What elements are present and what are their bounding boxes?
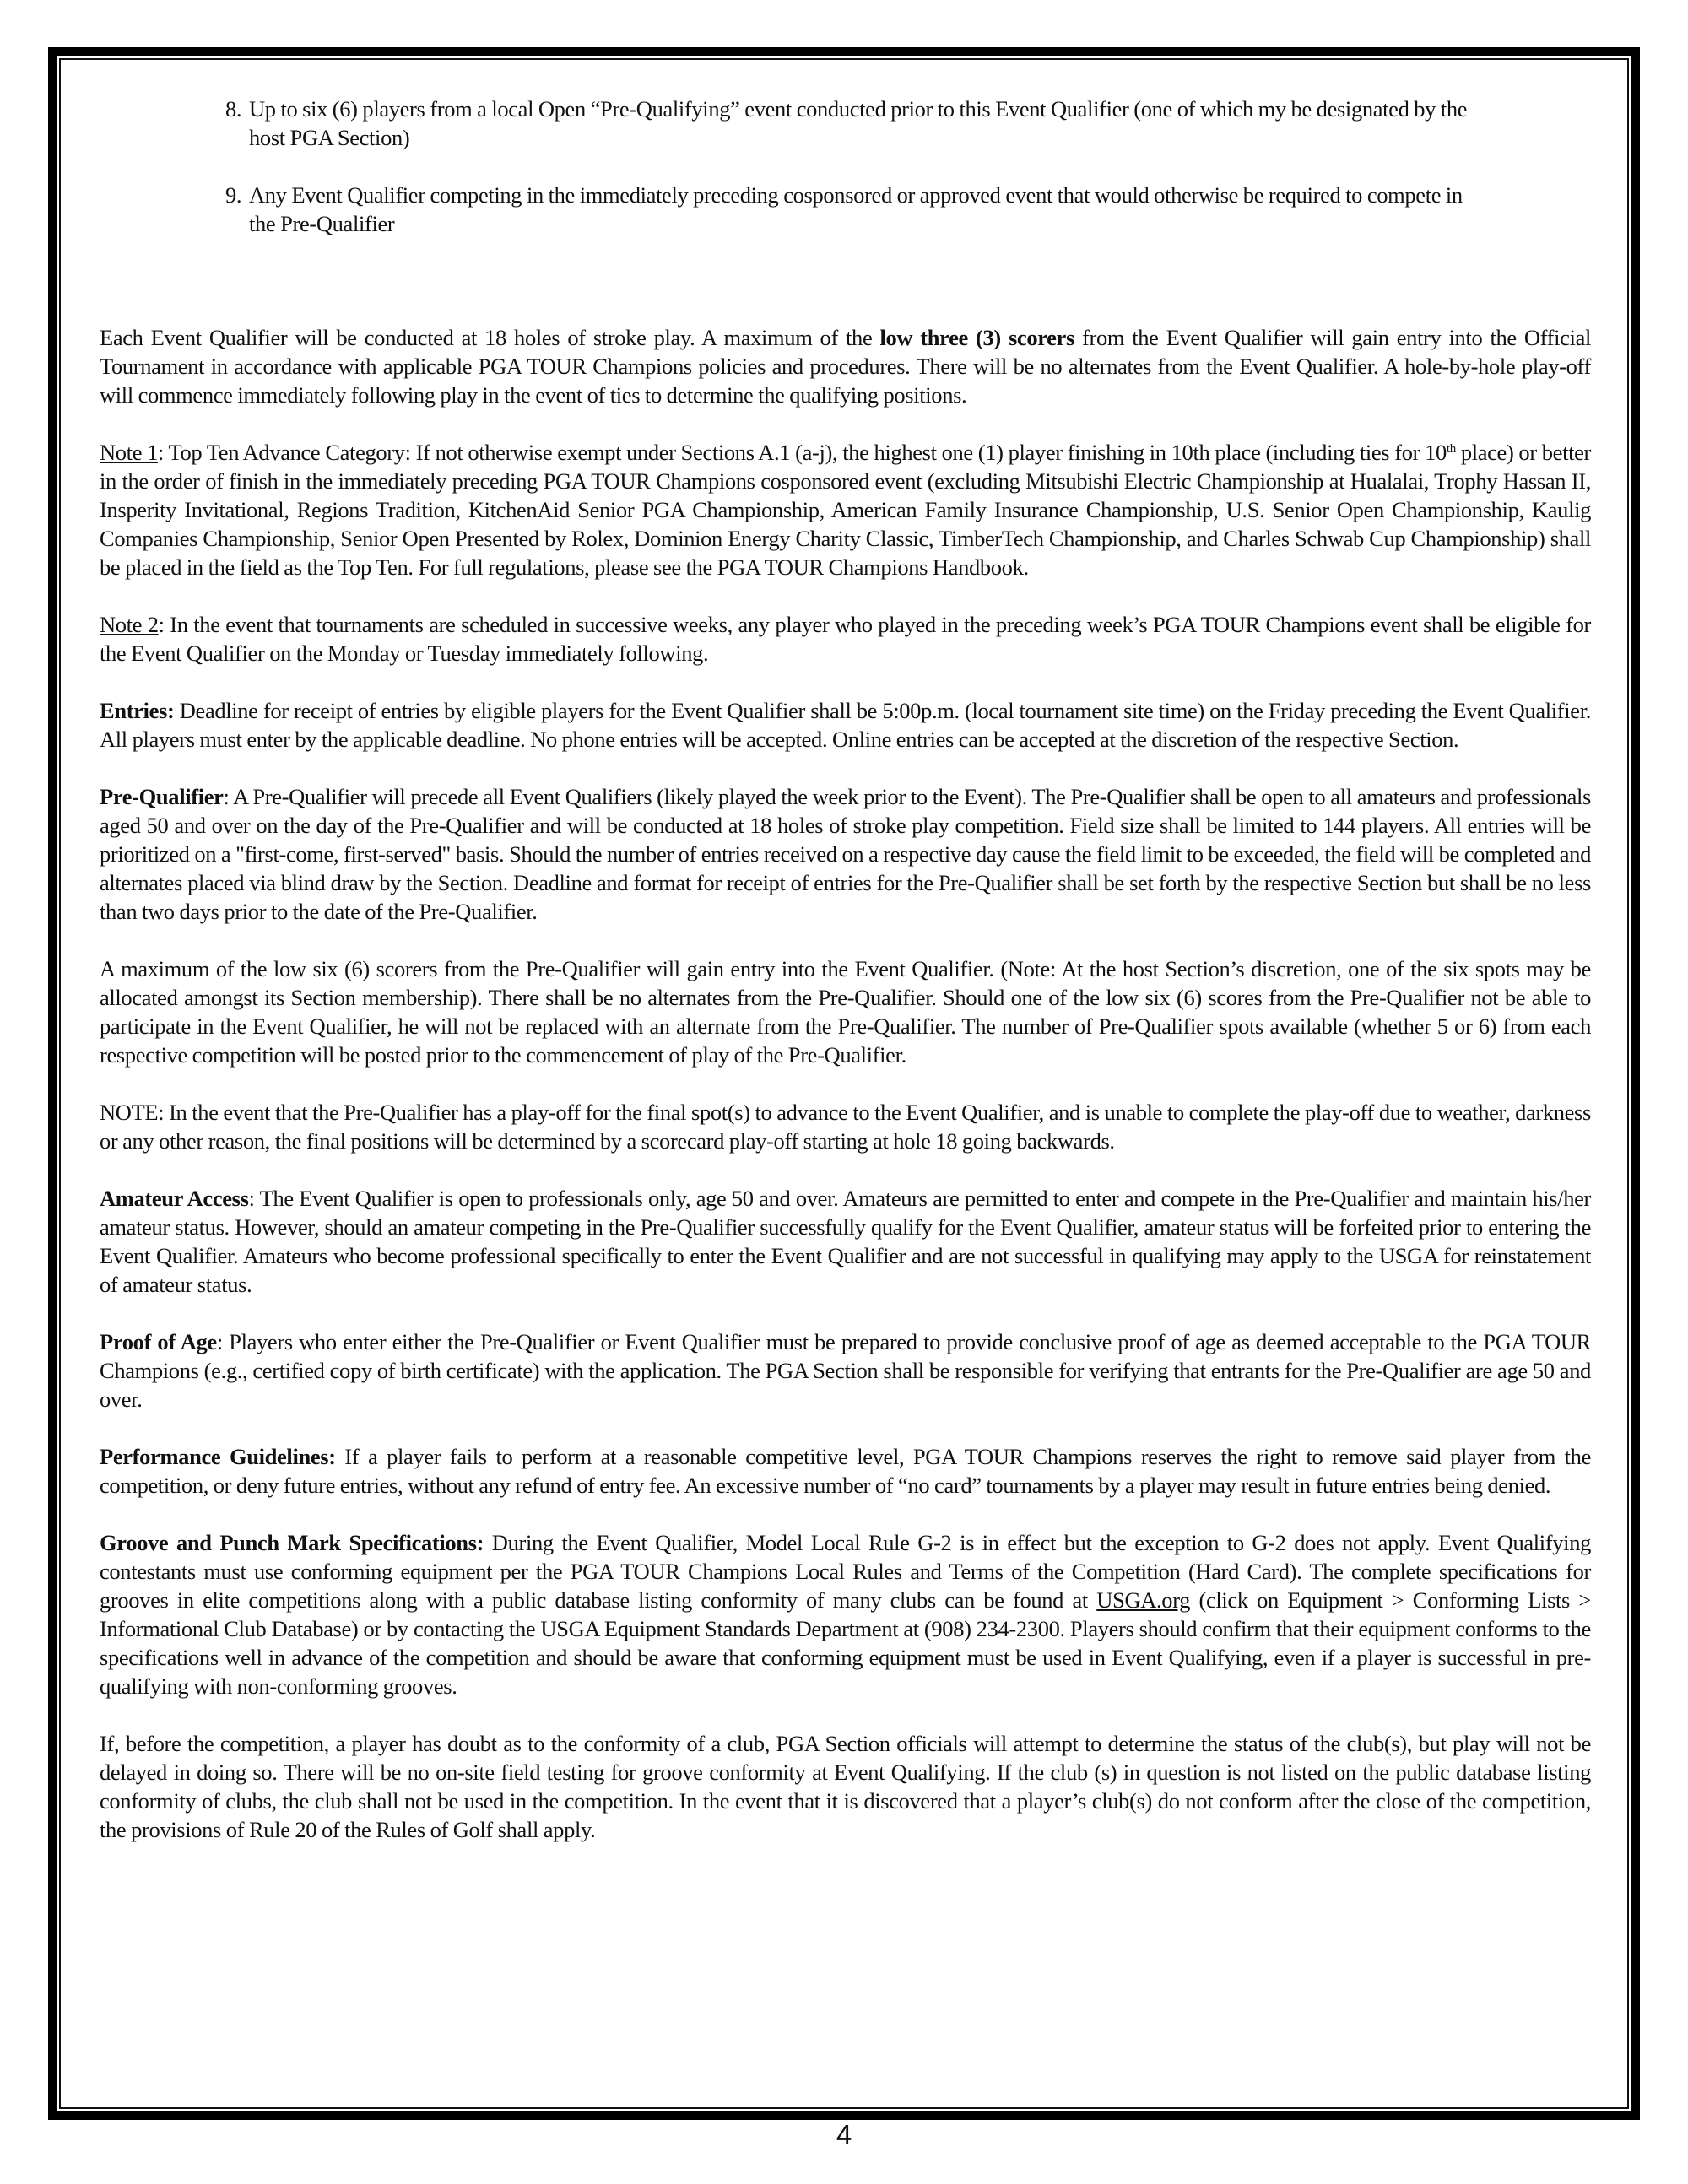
event-qualifier-paragraph [100, 323, 1591, 409]
list-item-text: Up to six (6) players from a local Open “Pre-Qualifying” event conducted prior to this Event Qualifier (one of which my be designated by the host PGA Section) [249, 96, 1468, 150]
note-2-paragraph [100, 610, 1591, 668]
paragraph-text: (click on Equipment > Conforming Lists > Informational Club Database) or by contacting the USGA Equipment Standards Department at (908) 234-2300. Players should confirm that their equipment conforms to the specifications well in advance of the competition and should be aware that conforming equipment must be used in Event Qualifying, even if a player is successful in pre-qualifying with non-conforming grooves. [100, 1587, 1591, 1699]
low-six-paragraph: A maximum of the low six (6) scorers from the Pre-Qualifier will gain entry into the Event Qualifier. (Note: At the host Section’s discretion, one of the six spots may be allocated amongst its Section membership). There shall be no alternates from the Pre-Qualifier. Should one of the low six (6) scores from the Pre-Qualifier not be able to participate in the Event Qualifier, he will not be replaced with an alternate from the Pre-Qualifier. The number of Pre-Qualifier spots available (whether 5 or 6) from each respective competition will be posted prior to the commencement of play of the Pre-Qualifier. [100, 956, 1591, 1068]
paragraph-text: from the Event Qualifier will gain entry into the Official Tournament in accordance with applicable PGA TOUR Champions policies and procedures. There will be no alternates from the Event Qualifier. A hole-by-hole play-off will commence immediately following play in the event of ties to determine the qualifying positions. [100, 325, 1591, 408]
groove-specifications-paragraph [100, 1528, 1591, 1700]
section-heading: Groove and Punch Mark Specifications: [100, 1530, 484, 1555]
paragraph-text: If a player fails to perform at a reasonable competitive level, PGA TOUR Champions reserves the right to remove said player from the competition, or deny future entries, without any refund of entry fee. An excessive number of “no card” tournaments by a player may result in future entries being denied. [100, 1444, 1591, 1498]
entries-paragraph [100, 696, 1591, 754]
section-heading: Proof of Age [100, 1329, 217, 1354]
pre-qualifier-paragraph [100, 782, 1591, 926]
section-heading: Entries: [100, 698, 175, 723]
playoff-note-paragraph: NOTE: In the event that the Pre-Qualifier has a play-off for the final spot(s) to advance to the Event Qualifier, and is unable to complete the play-off due to weather, darkness or any other reason, the final positions will be determined by a scorecard play-off starting at hole 18 going backwards. [100, 1100, 1591, 1154]
list-item-text: Any Event Qualifier competing in the immediately preceding cosponsored or approved event that would otherwise be required to compete in the Pre-Qualifier [249, 182, 1463, 236]
emphasis-text: low three (3) scorers [879, 325, 1074, 350]
amateur-access-paragraph [100, 1184, 1591, 1299]
note-label: Note 2 [100, 612, 159, 637]
paragraph-text: : Top Ten Advance Category: If not otherwise exempt under Sections A.1 (a-j), the highest one (1) player finishing in 10th place (including ties for 10 [158, 440, 1447, 465]
paragraph-text: : The Event Qualifier is open to professionals only, age 50 and over. Amateurs are permitted to enter and compete in the Pre-Qualifier and maintain his/her amateur status. However, should an amateur competing in the Pre-Qualifier successfully qualify for the Event Qualifier, amateur status will be forfeited prior to entering the Event Qualifier. Amateurs who become professional specifically to enter the Event Qualifier and are not successful in qualifying may apply to the USGA for reinstatement of amateur status. [100, 1186, 1591, 1297]
page-number: 4 [836, 2119, 852, 2150]
list-item-number: 8. [225, 96, 242, 122]
paragraph-text: place) or better in the order of finish in the immediately preceding PGA TOUR Champions cosponsored event (excluding Mitsubishi Electric Championship at Hualalai, Trophy Hassan II, Insperity Invitational, Regions Tradition, KitchenAid Senior PGA Championship, American Family Insurance Championship, U.S. Senior Open Championship, Kaulig Companies Championship, Senior Open Presented by Rolex, Dominion Energy Charity Classic, TimberTech Championship, and Charles Schwab Cup Championship) shall be placed in the field as the Top Ten. For full regulations, please see the PGA TOUR Champions Handbook. [100, 440, 1591, 580]
paragraph-text: During the Event Qualifier, Model Local Rule G-2 is in effect but the exception to G-2 does not apply. Event Qualifying contestants must use conforming equipment per the PGA TOUR Champions Local Rules and Terms of the Competition (Hard Card). The complete specifications for grooves in elite competitions along with a public database listing conformity of many clubs can be found at [100, 1530, 1591, 1613]
paragraph-text: : In the event that tournaments are scheduled in successive weeks, any player who played in the preceding week’s PGA TOUR Champions event shall be eligible for the Event Qualifier on the Monday or Tuesday immediately following. [100, 612, 1591, 666]
section-heading: Performance Guidelines: [100, 1444, 336, 1469]
performance-guidelines-paragraph [100, 1442, 1591, 1500]
list-item-number: 9. [225, 182, 242, 208]
note-label: Note 1 [100, 440, 158, 465]
club-doubt-paragraph: If, before the competition, a player has doubt as to the conformity of a club, PGA Section officials will attempt to determine the status of the club(s), but play will not be delayed in doing so. There will be no on-site field testing for groove conformity at Event Qualifying. If the club (s) in question is not listed on the public database listing conformity of clubs, the club shall not be used in the competition. In the event that it is discovered that a player’s club(s) do not conform after the close of the competition, the provisions of Rule 20 of the Rules of Golf shall apply. [100, 1731, 1591, 1842]
list-item [100, 181, 1591, 238]
section-heading: Amateur Access [100, 1186, 249, 1211]
list-item [100, 95, 1591, 152]
paragraph-text: Deadline for receipt of entries by eligible players for the Event Qualifier shall be 5:00p.m. (local tournament site time) on the Friday preceding the Event Qualifier. All players must enter by the applicable deadline. No phone entries will be accepted. Online entries can be accepted at the discretion of the respective Section. [100, 698, 1591, 752]
paragraph-text: Each Event Qualifier will be conducted at 18 holes of stroke play. A maximum of the [100, 325, 880, 350]
document-body [100, 95, 1591, 1873]
section-heading: Pre-Qualifier [100, 784, 224, 809]
eligibility-list [100, 95, 1591, 238]
paragraph-text: : Players who enter either the Pre-Qualifier or Event Qualifier must be prepared to provide conclusive proof of age as deemed acceptable to the PGA TOUR Champions (e.g., certified copy of birth certificate) with the application. The PGA Section shall be responsible for verifying that entrants for the Pre-Qualifier are age 50 and over. [100, 1329, 1592, 1412]
usga-link[interactable]: USGA.org [1096, 1587, 1191, 1613]
note-1-paragraph [100, 438, 1591, 581]
superscript: th [1446, 442, 1456, 456]
paragraph-text: : A Pre-Qualifier will precede all Event Qualifiers (likely played the week prior to the Event). The Pre-Qualifier shall be open to all amateurs and professionals aged 50 and over on the day of the Pre-Qualifier and will be conducted at 18 holes of stroke play competition. Field size shall be limited to 144 players. All entries will be prioritized on a "first-come, first-served" basis. Should the number of entries received on a respective day cause the field limit to be exceeded, the field will be completed and alternates placed via blind draw by the Section. Deadline and format for receipt of entries for the Pre-Qualifier shall be set forth by the respective Section but shall be no less than two days prior to the date of the Pre-Qualifier. [100, 784, 1591, 924]
proof-of-age-paragraph [100, 1327, 1591, 1414]
